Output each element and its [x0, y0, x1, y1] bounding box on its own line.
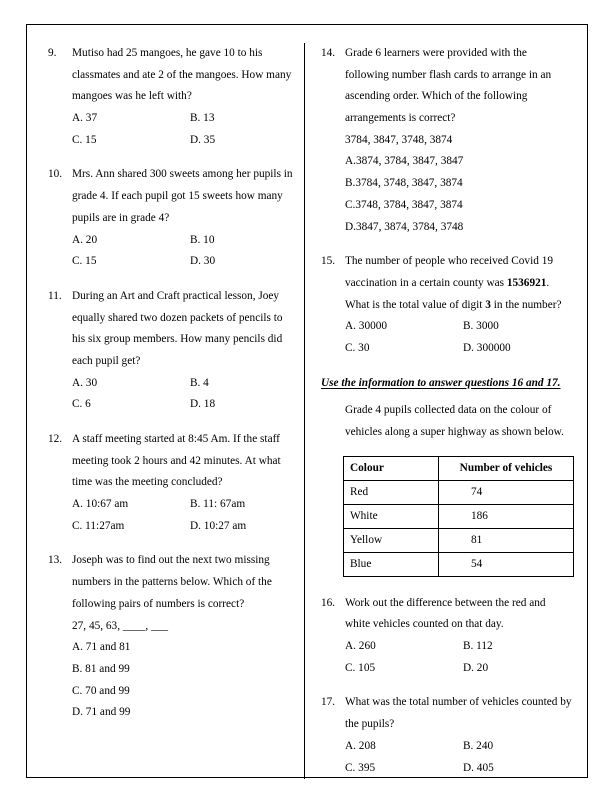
option-c[interactable]: C. 11:27am — [72, 519, 125, 532]
header-colour: Colour — [344, 456, 439, 480]
option-row — [345, 736, 573, 758]
option-row — [72, 394, 293, 416]
option-d[interactable]: D.3847, 3874, 3784, 3748 — [345, 220, 464, 233]
question-10 — [48, 164, 293, 272]
question-number: 9. — [48, 47, 57, 59]
question-text: Grade 6 learners were provided with the following number flash cards to arrange in an ascending order. Which of the following arrangements is correct? — [345, 47, 552, 125]
question-text: A staff meeting started at 8:45 Am. If the staff meeting took 2 hours and 42 minutes. At what time was the meeting concluded? — [72, 433, 281, 489]
question-body — [345, 593, 573, 680]
vaccination-number: 1536921 — [506, 276, 547, 289]
option-b[interactable]: B.3784, 3748, 3847, 3874 — [345, 177, 463, 190]
question-number: 11. — [48, 289, 62, 302]
question-15 — [321, 251, 573, 359]
option-b[interactable]: B. 240 — [463, 739, 494, 752]
question-text-part1: The number of people who received Covid 19 vaccination in a certain county was — [345, 255, 553, 289]
cell-colour: White — [344, 504, 439, 528]
table-lead-in-text: Grade 4 pupils collected data on the colour of vehicles along a super highway as shown below. — [345, 404, 564, 438]
option-b[interactable]: B. 13 — [190, 112, 215, 125]
options-group — [345, 316, 573, 359]
option-d[interactable]: D. 71 and 99 — [72, 706, 131, 719]
option-b[interactable]: B. 3000 — [463, 320, 499, 333]
option-c[interactable]: C. 105 — [345, 661, 376, 674]
question-body — [345, 43, 573, 238]
option-row — [72, 516, 293, 538]
option-a[interactable]: A.3874, 3784, 3847, 3847 — [345, 155, 464, 168]
option-c[interactable]: C. 30 — [345, 341, 370, 354]
option-row — [345, 316, 573, 338]
cell-count: 74 — [439, 480, 574, 504]
right-column — [305, 25, 587, 777]
option-b[interactable]: B. 81 and 99 — [72, 662, 130, 675]
options-group — [72, 230, 293, 273]
option-a[interactable]: A. 30000 — [345, 320, 388, 333]
option-d[interactable]: D. 20 — [463, 661, 489, 674]
question-body — [72, 286, 293, 416]
table-row — [344, 480, 574, 504]
instruction-banner: Use the information to answer questions 16 and 17. — [321, 376, 561, 389]
question-body — [72, 164, 293, 272]
option-row — [345, 758, 573, 780]
question-number: 12. — [48, 433, 63, 445]
option-b[interactable]: B. 112 — [463, 640, 493, 653]
table-row — [344, 552, 574, 576]
question-body — [72, 429, 293, 537]
question-9 — [48, 43, 293, 151]
option-d[interactable]: D. 35 — [190, 133, 216, 146]
option-row — [72, 494, 293, 516]
option-c[interactable]: C. 6 — [72, 398, 91, 411]
question-text: Joseph was to find out the next two missing numbers in the patterns below. Which of the following pairs of numbers is correct? — [72, 554, 272, 610]
cell-colour: Red — [344, 480, 439, 504]
number-pattern: 27, 45, 63, ____, ___ — [72, 619, 169, 632]
question-body — [72, 550, 293, 724]
option-c[interactable]: C.3748, 3784, 3847, 3874 — [345, 198, 463, 211]
cell-count: 54 — [439, 552, 574, 576]
question-number: 15. — [321, 255, 336, 268]
question-text-part3: in the number? — [490, 298, 562, 311]
exam-page — [26, 24, 588, 778]
number-flash-cards: 3784, 3847, 3748, 3874 — [345, 133, 453, 146]
question-12 — [48, 429, 293, 537]
option-a[interactable]: A. 208 — [345, 739, 376, 752]
options-group — [345, 636, 573, 679]
option-c[interactable]: C. 15 — [72, 133, 97, 146]
option-row — [72, 230, 293, 252]
page-columns — [27, 25, 587, 777]
question-text — [345, 251, 573, 316]
question-number: 13. — [48, 554, 63, 567]
option-d[interactable]: D. 405 — [463, 761, 494, 774]
left-column — [27, 25, 305, 777]
question-13 — [48, 550, 293, 724]
option-row — [72, 373, 293, 395]
question-text: During an Art and Craft practical lesson, Joey equally shared two dozen packets of pencils to his six group members. How many pencils did each pupil get? — [72, 289, 283, 367]
target-digit: 3 — [485, 298, 491, 311]
table-header-row — [344, 456, 574, 480]
options-group — [345, 736, 573, 779]
option-row — [72, 130, 293, 152]
options-group — [345, 151, 573, 238]
options-group — [72, 108, 293, 151]
question-number: 10. — [48, 168, 63, 181]
cell-colour: Yellow — [344, 528, 439, 552]
question-body — [72, 43, 293, 151]
option-a[interactable]: A. 20 — [72, 233, 98, 246]
question-16 — [321, 593, 573, 680]
option-a[interactable]: A. 37 — [72, 112, 98, 125]
option-d[interactable]: D. 300000 — [463, 341, 511, 354]
option-b[interactable]: B. 11: 67am — [190, 498, 246, 511]
option-row — [345, 658, 573, 680]
option-d[interactable]: D. 18 — [190, 398, 216, 411]
option-row — [72, 108, 293, 130]
option-a[interactable]: A. 260 — [345, 640, 376, 653]
option-d[interactable]: D. 30 — [190, 255, 216, 268]
option-c[interactable]: C. 70 and 99 — [72, 684, 130, 697]
question-number: 14. — [321, 47, 336, 59]
option-a[interactable]: A. 10:67 am — [72, 498, 129, 511]
option-b[interactable]: B. 4 — [190, 376, 209, 389]
question-text-part2: . What is the total value of digit — [345, 276, 550, 311]
option-d[interactable]: D. 10:27 am — [190, 519, 247, 532]
question-text: What was the total number of vehicles counted by the pupils? — [345, 696, 572, 731]
cell-count: 81 — [439, 528, 574, 552]
option-row — [345, 636, 573, 658]
options-group — [72, 637, 293, 724]
option-b[interactable]: B. 10 — [190, 233, 215, 246]
option-row — [72, 251, 293, 273]
option-a[interactable]: A. 30 — [72, 376, 98, 389]
header-number-of-vehicles: Number of vehicles — [439, 456, 574, 480]
option-c[interactable]: C. 15 — [72, 255, 97, 268]
options-group — [72, 373, 293, 416]
table-row — [344, 504, 574, 528]
vehicle-colour-table-wrapper — [321, 456, 573, 577]
question-text: Mutiso had 25 mangoes, he gave 10 to his classmates and ate 2 of the mangoes. How many mangoes was he left with? — [72, 47, 292, 103]
question-text: Work out the difference between the red and white vehicles counted on that day. — [345, 596, 546, 631]
vehicle-colour-table — [343, 456, 574, 577]
question-text: Mrs. Ann shared 300 sweets among her pupils in grade 4. If each pupil got 15 sweets how many pupils are in grade 4? — [72, 168, 293, 224]
question-body — [345, 692, 573, 779]
question-14 — [321, 43, 573, 238]
question-11 — [48, 286, 293, 416]
option-a[interactable]: A. 71 and 81 — [72, 641, 131, 654]
question-number: 17. — [321, 696, 336, 709]
question-body — [345, 251, 573, 359]
question-17 — [321, 692, 573, 779]
cell-count: 186 — [439, 504, 574, 528]
cell-colour: Blue — [344, 552, 439, 576]
table-row — [344, 528, 574, 552]
question-number: 16. — [321, 596, 336, 609]
option-row — [345, 338, 573, 360]
options-group — [72, 494, 293, 537]
option-c[interactable]: C. 395 — [345, 761, 376, 774]
